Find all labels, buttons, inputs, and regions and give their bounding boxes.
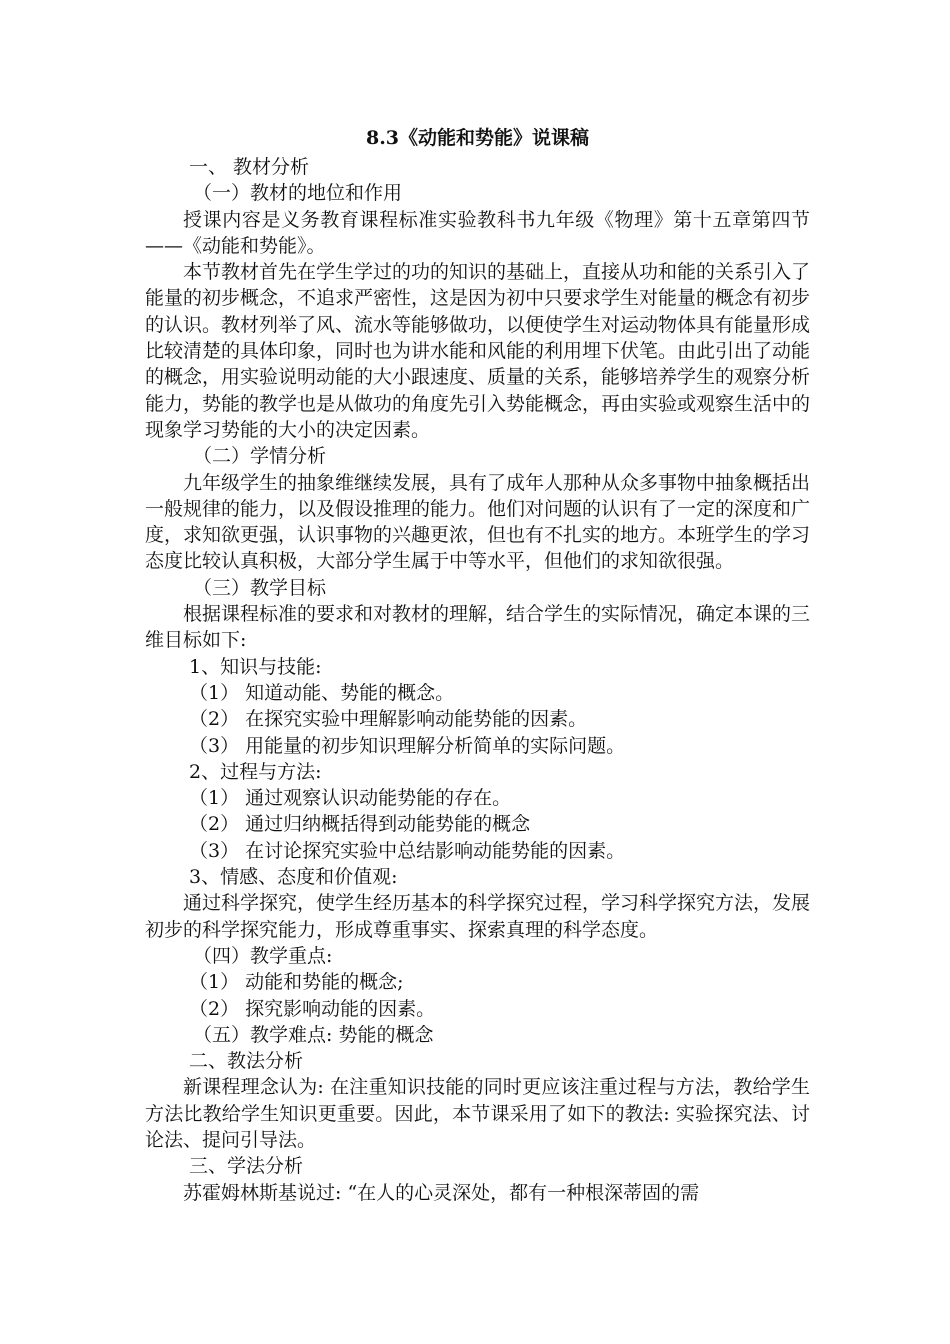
- document-title: 8.3《动能和势能》说课稿: [365, 127, 590, 149]
- paragraph: 通过科学探究，使学生经历基本的科学探究过程，学习科学探究方法，发展初步的科学探究能力，形成尊重事实、探索真理的科学态度。: [145, 892, 811, 941]
- list-item: （2） 探究影响动能的因素。: [189, 997, 436, 1020]
- paragraph: 本节教材首先在学生学过的功的知识的基础上，直接从功和能的关系引入了能量的初步概念，不追求严密性，这是因为初中只要求学生对能量的概念有初步的认识。教材列举了风、流水等能够做功，以便使学生对运动物体具有能量形成比较清楚的具体印象，同时也为讲水能和风能的利用埋下伏笔。由此引出了动能的概念，用实验说明动能的大小跟速度、质量的关系，能够培养学生的观察分析能力，势能的教学也是从做功的角度先引入势能概念，再由实验或观察生活中的现象学习势能的大小的决定因素。: [145, 261, 811, 441]
- list-item: （1） 通过观察认识动能势能的存在。: [189, 787, 512, 810]
- section-heading: 三、学法分析: [189, 1155, 304, 1178]
- document-page: [145, 123, 810, 1206]
- list-item: （1） 动能和势能的概念;: [189, 971, 404, 994]
- subsection-heading: （五）教学难点: 势能的概念: [193, 1023, 434, 1046]
- subsection-heading: （四）教学重点:: [193, 944, 333, 967]
- goal-heading: 2、过程与方法:: [189, 760, 322, 783]
- subsection-heading: （二）学情分析: [193, 445, 327, 468]
- paragraph: 新课程理念认为: 在注重知识技能的同时更应该注重过程与方法，教给学生方法比教给学生知识更重要。因此，本节课采用了如下的教法: 实验探究法、讨论法、提问引导法。: [145, 1076, 810, 1151]
- paragraph: 苏霍姆林斯基说过: “在人的心灵深处，都有一种根深蒂固的需: [183, 1181, 700, 1204]
- subsection-heading: （一）教材的地位和作用: [193, 182, 403, 205]
- list-item: （1） 知道动能、势能的概念。: [189, 681, 455, 704]
- list-item: （2） 通过归纳概括得到动能势能的概念: [189, 813, 531, 836]
- paragraph: 根据课程标准的要求和对教材的理解，结合学生的实际情况，确定本课的三维目标如下:: [145, 603, 811, 652]
- paragraph: 九年级学生的抽象维继续发展，具有了成年人那种从众多事物中抽象概括出一般规律的能力，以及假设推理的能力。他们对问题的认识有了一定的深度和广度，求知欲更强，认识事物的兴趣更浓，但也有不扎实的地方。本班学生的学习态度比较认真积极，大部分学生属于中等水平，但他们的求知欲很强。: [145, 471, 811, 573]
- list-item: （2） 在探究实验中理解影响动能势能的因素。: [189, 708, 588, 731]
- list-item: （3） 在讨论探究实验中总结影响动能势能的因素。: [189, 839, 626, 862]
- section-heading: 一、 教材分析: [189, 156, 310, 178]
- list-item: （3） 用能量的初步知识理解分析简单的实际问题。: [189, 734, 626, 757]
- paragraph: 授课内容是义务教育课程标准实验教科书九年级《物理》第十五章第四节——《动能和势能》。: [145, 208, 810, 257]
- subsection-heading: （三）教学目标: [193, 576, 327, 599]
- goal-heading: 1、知识与技能:: [189, 655, 322, 678]
- section-heading: 二、教法分析: [189, 1050, 304, 1073]
- goal-heading: 3、情感、态度和价值观:: [189, 866, 398, 889]
